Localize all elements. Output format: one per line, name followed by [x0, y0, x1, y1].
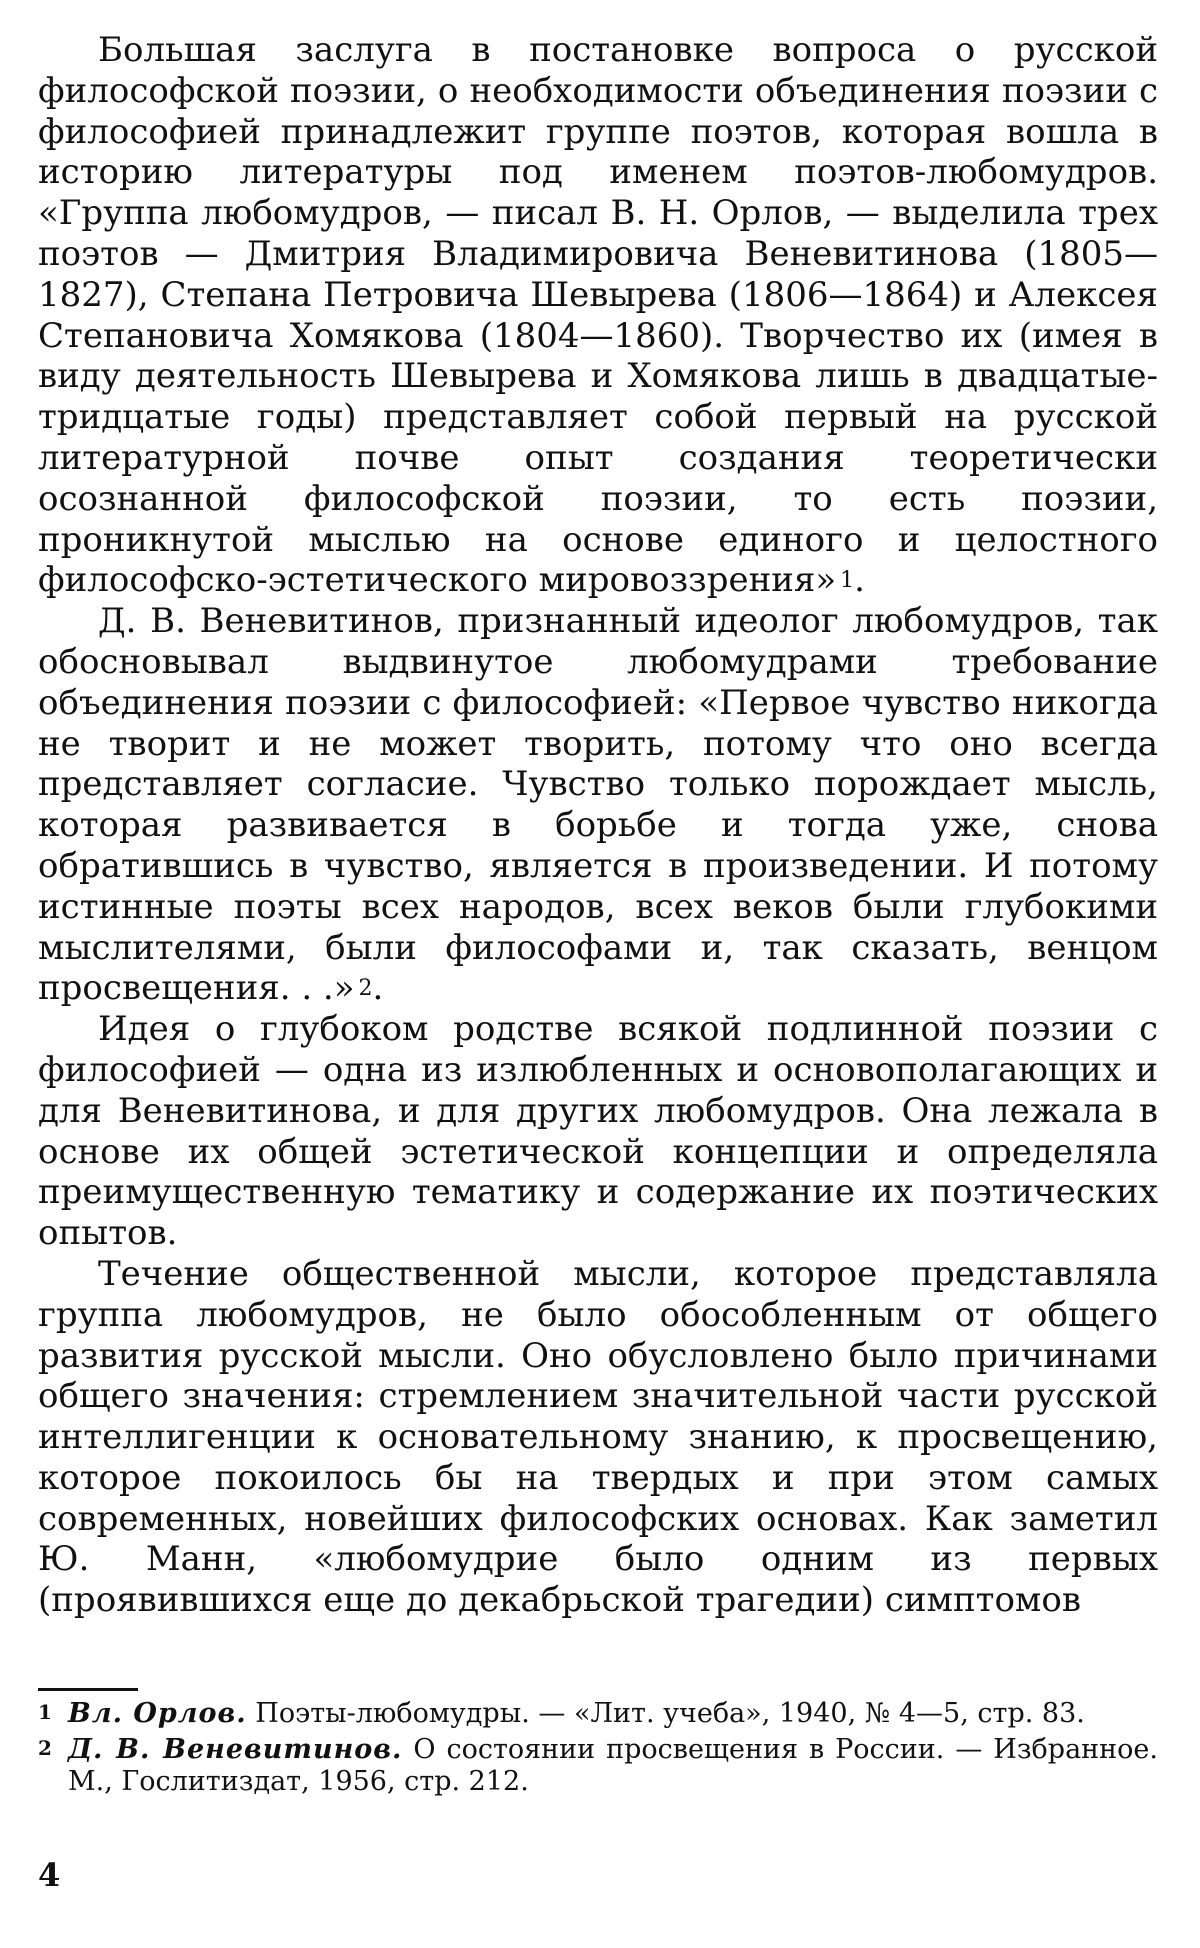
paragraph-2	[38, 601, 1158, 1009]
footnote-author: Д. В. Веневитинов.	[68, 1734, 403, 1765]
footnote-author: Вл. Орлов.	[68, 1698, 247, 1729]
footnotes	[38, 1698, 1158, 1802]
paragraph-text: Большая заслуга в постановке вопроса о русской философской поэзии, о необходимости объединения поэзии с философией принадлежит группе поэтов, которая вошла в историю литературы под именем поэтов-любомудров. «Группа любомудров, — писал В. Н. Орлов, — выделила трех поэтов — Дмитрия Владимировича Веневитинова (1805—1827), Степана Петровича Шевырева (1806—1864) и Алексея Степановича Хомякова (1804—1860). Творчество их (имея в виду деятельность Шевырева и Хомякова лишь в двадцатые-тридцатые годы) представляет собой первый на русской литературной почве опыт создания теоретически осознанной философской поэзии, то есть поэзии, проникнутой мыслью на основе единого и целостного философско-эстетического мировоззрения»	[38, 30, 1158, 601]
footnote-mark: 1	[38, 1700, 52, 1724]
footnote-text: О состоянии просвещения в России. — Избранное. М., Гослитиздат, 1956, стр. 212.	[68, 1734, 1158, 1797]
footnote-1	[38, 1698, 1158, 1730]
footnote-ref-1: 1	[840, 568, 855, 594]
paragraph-text: Д. В. Веневитинов, признанный идеолог любомудров, так обосновывал выдвинутое любомудрами требование объединения поэзии с философией: «Первое чувство никогда не творит и не может творить, потому что оно всегда представляет согласие. Чувство только порождает мысль, которая развивается в борьбе и тогда уже, снова обратившись в чувство, является в произведении. И потому истинные поэты всех народов, всех веков были глубокими мыслителями, были философами и, так сказать, венцом просвещения. . .»	[38, 601, 1158, 1009]
paragraph-text: Течение общественной мысли, которое представляла группа любомудров, не было обособленным от общего развития русской мысли. Оно обусловлено было причинами общего значения: стремлением значительной части русской интеллигенции к основательному знанию, к просвещению, которое покоилось бы на твердых и при этом самых современных, новейших философских основах. Как заметил Ю. Манн, «любомудрие было одним из первых (проявившихся еще до декабрьской трагедии) симптомов	[38, 1253, 1158, 1621]
paragraph-3	[38, 1009, 1158, 1254]
footnote-divider	[38, 1688, 138, 1691]
page-number: 4	[38, 1856, 61, 1894]
paragraph-text: Идея о глубоком родстве всякой подлинной поэзии с философией — одна из излюбленных и основополагающих и для Веневитинова, и для других любомудров. Она лежала в основе их общей эстетической концепции и определяла преимущественную тематику и содержание их поэтических опытов.	[38, 1009, 1158, 1254]
paragraph-1	[38, 30, 1158, 601]
footnote-ref-2: 2	[358, 976, 373, 1002]
footnote-mark: 2	[38, 1736, 52, 1760]
paragraph-4	[38, 1254, 1158, 1621]
footnote-2	[38, 1734, 1158, 1798]
paragraph-tail: .	[854, 560, 865, 601]
footnote-text: Поэты-любомудры. — «Лит. учеба», 1940, № 4—5, стр. 83.	[255, 1698, 1085, 1729]
paragraph-tail: .	[372, 968, 384, 1009]
main-text	[38, 30, 1158, 1621]
